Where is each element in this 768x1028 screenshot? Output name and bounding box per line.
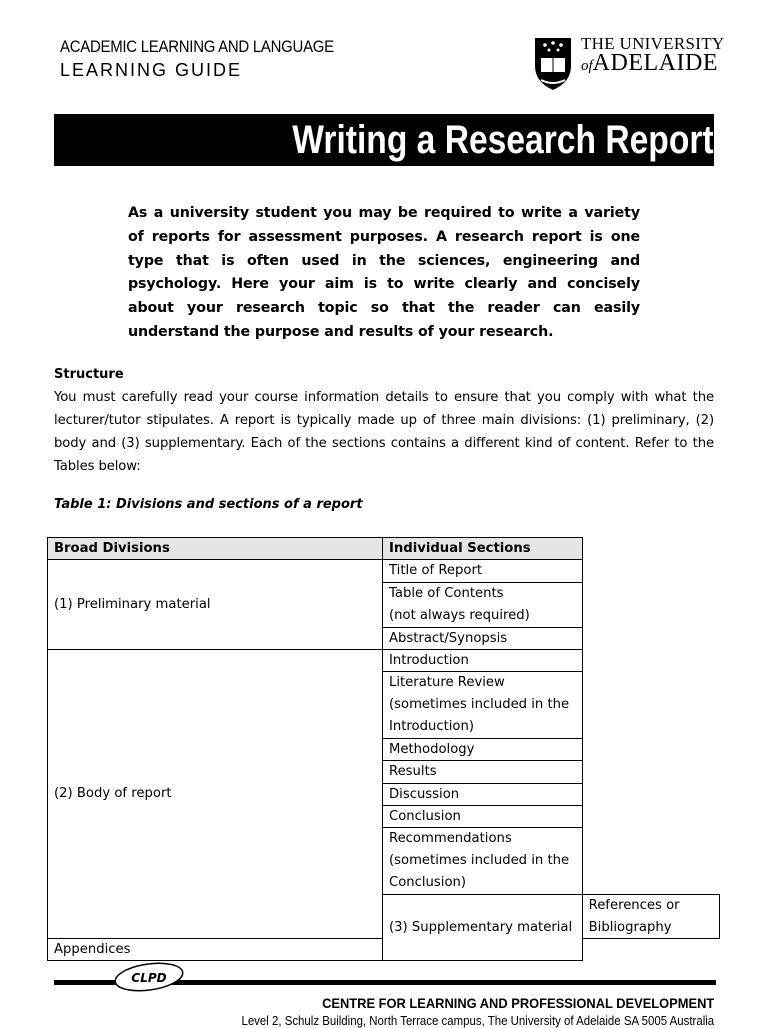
section-cell (383, 672, 583, 739)
section-cell: Methodology (383, 739, 583, 761)
section-line: Table of Contents (389, 585, 504, 601)
logo-text-the-university: THE UNIVERSITY (581, 34, 725, 53)
division-cell: (3) Supplementary material (383, 895, 583, 961)
structure-paragraph: You must carefully read your course information details to ensure that you comply with what the lecturer/tutor stipulates. A report is typically made up of three main divisions: (1) preliminary, (2) body and (3) supplementary. Each of the sections contains a different kind of content. Refer to the Tables below: (54, 390, 714, 474)
table-row (48, 649, 720, 671)
section-note: (not always required) (389, 607, 530, 623)
divisions-table (47, 537, 720, 961)
section-cell: References or Bibliography (582, 895, 719, 939)
intro-paragraph: As a university student you may be required to write a variety of reports for assessment purposes. A research report is one type that is often used in the sciences, engineering and psychology. Here your aim is to write clearly and concisely about your research topic so that the reader can easily understand the purpose and results of your research. (128, 205, 640, 340)
footer-logo-text: CLPD (131, 971, 167, 985)
section-line: Literature Review (389, 675, 505, 691)
university-logo (533, 34, 725, 94)
logo-text-of: of (581, 58, 593, 74)
section-cell: Title of Report (383, 560, 583, 582)
section-cell: Introduction (383, 649, 583, 671)
section-note: (sometimes included in the Conclusion) (389, 853, 570, 891)
structure-heading: Structure (54, 367, 124, 382)
logo-text-adelaide (581, 50, 718, 77)
section-cell: Conclusion (383, 806, 583, 828)
page-title: Writing a Research Report (292, 118, 714, 162)
section-note: (sometimes included in the Introduction) (389, 697, 570, 735)
section-cell: Discussion (383, 783, 583, 805)
title-bar (54, 114, 714, 166)
footer-centre-name: CENTRE FOR LEARNING AND PROFESSIONAL DEVELOPMENT (321, 995, 714, 1011)
section-cell: Results (383, 761, 583, 783)
section-cell (383, 582, 583, 627)
table-header-row (48, 538, 720, 560)
section-line: Recommendations (389, 831, 512, 847)
header-guide-label: LEARNING GUIDE (60, 60, 243, 80)
table-header-broad-divisions: Broad Divisions (48, 538, 383, 560)
footer-address: Level 2, Schulz Building, North Terrace campus, The University of Adelaide SA 5005 Australia (241, 1013, 714, 1028)
logo-text-name: ADELAIDE (592, 50, 718, 76)
footer-clpd-logo (54, 960, 716, 1000)
section-cell: Abstract/Synopsis (383, 627, 583, 649)
division-cell: (1) Preliminary material (48, 560, 383, 650)
section-cell: Appendices (48, 938, 383, 960)
division-cell: (2) Body of report (48, 649, 383, 938)
table-caption: Table 1: Divisions and sections of a report (54, 497, 363, 512)
university-crest-icon (533, 36, 573, 92)
section-cell (383, 828, 583, 895)
table-row (48, 560, 720, 582)
table-header-individual-sections: Individual Sections (383, 538, 583, 560)
header-department: ACADEMIC LEARNING AND LANGUAGE (60, 37, 334, 56)
header-branding (60, 36, 371, 82)
